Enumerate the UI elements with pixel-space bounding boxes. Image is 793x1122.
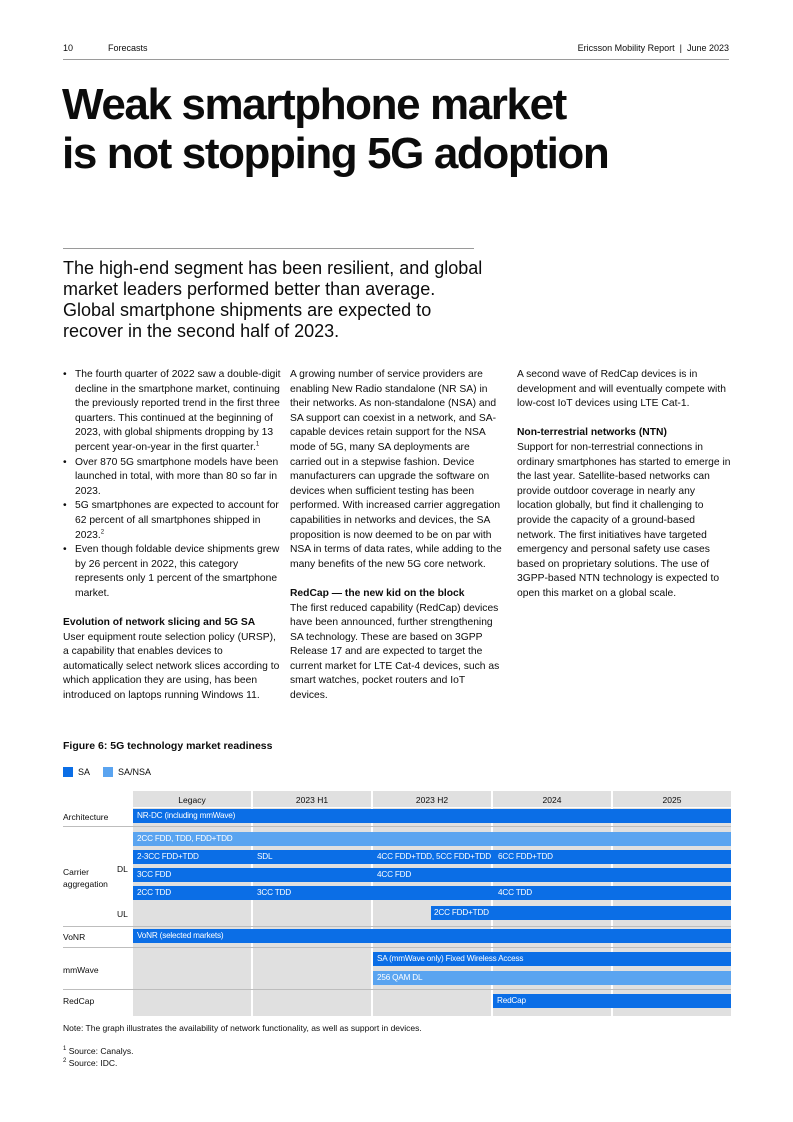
paragraph: The first reduced capability (RedCap) devices have been announced, further strengthening SA technology. These are based on 3GPP Release 17 and are expected to target the current market for LTE Cat-4 devices, such as smart watches, pocket routers and IoT devices. xyxy=(290,602,500,702)
row-label-carrier-aggregation: Carrier aggregation xyxy=(63,867,108,889)
row-divider xyxy=(63,826,731,827)
row-label-vonr: VoNR xyxy=(63,932,86,942)
row-label-ul: UL xyxy=(117,909,128,919)
section-name: Forecasts xyxy=(108,43,148,53)
paragraph: A second wave of RedCap devices is in development and will eventually compete with low-cost IoT devices using LTE Cat-1. xyxy=(517,369,726,410)
column-header: 2023 H1 xyxy=(295,795,329,805)
column-header: 2024 xyxy=(542,795,562,805)
bar-dl-cc: 2-3CC FDD+TDD SDL 4CC FDD+TDD, 5CC FDD+TDD 6CC FDD+TDD xyxy=(133,850,731,864)
column-3 xyxy=(517,368,731,602)
lead-rule xyxy=(63,248,474,249)
column-1 xyxy=(63,368,281,704)
column-2 xyxy=(290,368,504,704)
bar-redcap: RedCap xyxy=(493,994,731,1008)
footnote-2: $^2$ Source: IDC. xyxy=(63,1058,118,1068)
row-label-mmwave: mmWave xyxy=(63,965,99,975)
footnote-1: $^1$ Source: Canalys. xyxy=(63,1046,134,1056)
row-label-architecture: Architecture xyxy=(63,812,109,822)
figure-title: Figure 6: 5G technology market readiness xyxy=(63,740,273,752)
row-divider xyxy=(63,947,731,948)
bar-3cc-fdd: 3CC FDD 4CC FDD xyxy=(133,868,731,882)
paragraph: A growing number of service providers are enabling New Radio standalone (NR SA) in their networks. As non-standalone (NSA) and SA support can coexist in a network, and SA-capable devices retain support for the NSA mode of 5G, many SA deployments are carried out in a stepwise fashion. Device manufacturers can upgrade the software on devices when sufficient testing has been performed. With increased carrier aggregation capabilities in networks and devices, the SA proposition is now deemed to be on par with NSA in terms of data rates, while adding to the many benefits of the new 5G core network. xyxy=(290,369,502,570)
column-header: 2025 xyxy=(662,795,682,805)
page-number: 10 xyxy=(63,43,74,53)
column-header: Legacy xyxy=(178,795,206,805)
legend-item-sansa: SA/NSA xyxy=(103,767,151,777)
bar-256qam: 256 QAM DL xyxy=(373,971,731,985)
section-heading: RedCap — the new kid on the block xyxy=(290,587,465,599)
row-label-redcap: RedCap xyxy=(63,996,95,1006)
key-points-list xyxy=(63,368,281,602)
legend-item-sa: SA xyxy=(63,767,90,777)
bar-fwa: SA (mmWave only) Fixed Wireless Access xyxy=(373,952,731,966)
paragraph: User equipment route selection policy (URSP), a capability that enables devices to automatically select network slices according to which application they are using, has been introduced on laptops running Windows 11. xyxy=(63,631,280,702)
row-divider xyxy=(63,989,731,990)
list-item: • The fourth quarter of 2022 saw a double-digit decline in the smartphone market, continuing the previously reported trend in the first three quarters. This continued at the beginning of 2023, with global shipments dropping by 13 percent year-on-year in the first quarter.$^1$ xyxy=(63,368,281,456)
paragraph: Support for non-terrestrial connections in ordinary smartphones has started to emerge in the last year. Satellite-based networks can provide outdoor coverage in nearly any location globally, but find it challenging to provide the capacity of a ground-based network. The first initiatives have targeted emergency and personal safety use cases based on proprietary solutions. The use of 3GPP-based NTN technology is expected to open this market on a global scale. xyxy=(517,441,731,599)
column-bg-legacy xyxy=(133,791,251,1016)
column-bg-2023h1 xyxy=(253,791,371,1016)
publication-name: Ericsson Mobility Report | June 2023 xyxy=(577,43,729,53)
list-item: • 5G smartphones are expected to account for 62 percent of all smartphones shipped in 2023.$^2$ xyxy=(63,499,281,543)
bar-ul-2cc: 2CC FDD+TDD xyxy=(431,906,731,920)
bar-2cc: 2CC FDD, TDD, FDD+TDD xyxy=(133,832,731,846)
list-item: • Even though foldable device shipments grew by 26 percent in 2022, this category represents only 1 percent of the smartphone market. xyxy=(63,543,281,601)
figure-note: Note: The graph illustrates the availability of network functionality, as well as support in devices. xyxy=(63,1023,422,1033)
footnote-marker: 1 xyxy=(255,441,260,448)
footnote-marker: 2 xyxy=(100,529,105,536)
legend-swatch-sansa xyxy=(103,767,113,777)
list-item: • Over 870 5G smartphone models have been launched in total, with more than 80 so far in 2023. xyxy=(63,456,281,500)
section-heading: Evolution of network slicing and 5G SA xyxy=(63,617,256,629)
lead-paragraph: The high-end segment has been resilient, and global market leaders performed better than average. Global smartphone shipments are expected to recover in the second half of 2023. xyxy=(63,258,483,341)
bar-nr-dc: NR-DC (including mmWave) xyxy=(133,809,731,823)
column-header: 2023 H2 xyxy=(415,795,449,805)
row-label-dl: DL xyxy=(117,864,128,874)
title-line-1: Weak smartphone market xyxy=(62,80,566,129)
page-title xyxy=(62,80,722,178)
bar-vonr: VoNR (selected markets) xyxy=(133,929,731,943)
section-heading: Non-terrestrial networks (NTN) xyxy=(517,427,667,439)
row-divider xyxy=(63,926,731,927)
header-rule xyxy=(63,59,729,60)
title-line-2: is not stopping 5G adoption xyxy=(62,129,609,178)
legend-swatch-sa xyxy=(63,767,73,777)
bar-2cc-tdd: 2CC TDD 3CC TDD 4CC TDD xyxy=(133,886,731,900)
